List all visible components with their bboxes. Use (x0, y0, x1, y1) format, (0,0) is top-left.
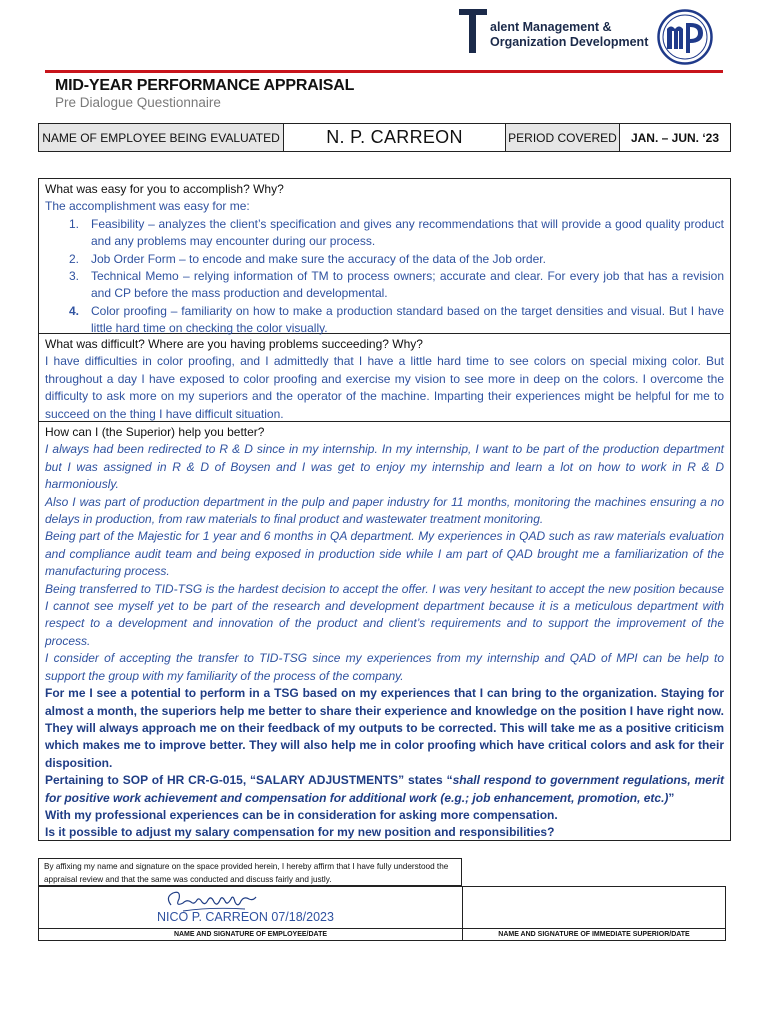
employee-signature-cell (39, 887, 463, 928)
question-2: What was difficult? Where are you having problems succeeding? Why? (45, 337, 423, 351)
answer-3-paragraph: For me I see a potential to perform in a TSG based on my experiences that I can bring to the organization. Staying for almost a month, the superiors help me better to share their experience and knowledge on the position I have right now. They will always approach me on their feedback of my outputs to be corrected. This will take me as a positive criticism which makes me to improve better. They will also help me in color proofing which have critical colors and ask for their disposition. (45, 686, 725, 770)
answer-1-intro: The accomplishment was easy for me: (45, 199, 250, 214)
answer-2: I have difficulties in color proofing, and I admittedly that I have a little hard time to see colors on special mixing color. But throughout a day I have exposed to color proofing and exercise my vision to see more in deep on the colors. I overcome the difficulty to ask more on my superiors and the operator of the machine. Imparting their experiences might be helpful for me to succeed on the thing I have difficult situation. (45, 354, 724, 421)
question-1: What was easy for you to accomplish? Why? (45, 182, 284, 196)
affirmation-note: By affixing my name and signature on the space provided herein, I hereby affirm that I have fully understood the appraisal review and that the same was conducted and discuss fairly and justly. (38, 858, 462, 886)
header-red-rule (45, 70, 723, 73)
list-item: 1. Feasibility – analyzes the client’s specification and gives any recommendations that will provide a good quality product and any problems may encounter during our process. (69, 216, 724, 249)
employee-signature-label: NAME AND SIGNATURE OF EMPLOYEE/DATE (39, 929, 463, 940)
question-2-section (39, 334, 730, 422)
employee-signature-text: NICO P. CARREON 07/18/2023 (157, 910, 334, 924)
answer-3-paragraph: Is it possible to adjust my salary compensation for my new position and responsibilities? (45, 825, 555, 840)
logo-line-2: Organization Development (490, 35, 649, 49)
employee-name-value: N. P. CARREON (284, 124, 506, 151)
document-title: MID-YEAR PERFORMANCE APPRAISAL (55, 77, 355, 94)
answer-3-paragraph: Also I was part of production department in the pulp and paper industry for 11 months, monitoring the machines ensuring a no delays in production, from raw materials to final product and wastewater treatment monitoring. (45, 494, 724, 527)
answer-3-paragraph: With my professional experiences can be in consideration for asking more compensation. (45, 807, 558, 822)
company-logo-icon (657, 9, 713, 65)
period-label: PERIOD COVERED (506, 124, 620, 151)
question-1-section (39, 179, 730, 334)
logo-line-1: alent Management & (490, 20, 612, 34)
list-item: 3. Technical Memo – relying information of TM to process owners; accurate and clear. For every job that has a revision and CP before the mass production and developmental. (69, 269, 724, 301)
question-3: How can I (the Superior) help you better? (45, 425, 265, 439)
document-subtitle: Pre Dialogue Questionnaire (55, 95, 221, 110)
accomplishment-list (69, 216, 724, 338)
sop-reference-paragraph: Pertaining to SOP of HR CR-G-015, “SALARY ADJUSTMENTS” states “shall respond to government regulations, merit for positive work achievement and compensation for additional work (e.g.; job enhancement, promotion, etc.)” (45, 773, 724, 805)
tmod-logo-t-icon (458, 6, 488, 56)
superior-signature-label: NAME AND SIGNATURE OF IMMEDIATE SUPERIOR/DATE (498, 931, 690, 938)
superior-signature-cell (463, 887, 725, 928)
employee-name-label: NAME OF EMPLOYEE BEING EVALUATED (39, 124, 284, 151)
questionnaire-box (38, 178, 731, 841)
period-value: JAN. – JUN. ‘23 (630, 130, 720, 145)
answer-3-paragraph: Being part of the Majestic for 1 year and 6 months in QA department. My experiences in QAD such as raw materials evaluation and compliance audit team and being exposed in production side while I am part of QAD brought me a familiarization of the manufacturing process. (45, 529, 724, 579)
question-3-section (39, 422, 730, 842)
list-item: 4. Color proofing – familiarity on how to make a production standard based on the target densities and visual. But I have little hard time on checking the color visually. (69, 303, 724, 336)
signature-labels-row (38, 929, 726, 941)
employee-info-row (38, 123, 731, 152)
signature-box (38, 886, 726, 929)
answer-3-paragraph: Being transferred to TID-TSG is the hardest decision to accept the offer. I was very hesitant to accept the new position because I cannot see myself yet to be part of the research and development department because it is a meticulous department with respect to a development and innovation of the product and client’s requirements and to support the improvement of the process. (45, 581, 724, 648)
tmod-logo-text (490, 20, 648, 50)
answer-3-paragraph: I consider of accepting the transfer to TID-TSG since my experiences from my internship and QAD of MPI can be help to support the group with my familiarity of the process of the company. (45, 651, 724, 683)
list-item: 2. Job Order Form – to encode and make sure the accuracy of the data of the Job order. (69, 251, 546, 266)
answer-3-paragraph: I always had been redirected to R & D since in my internship. In my internship, I want to be part of the production department but I was assigned in R & D of Boysen and I was get to enjoy my internship and learn a lot on how to work in R & D harmoniously. (45, 442, 724, 492)
